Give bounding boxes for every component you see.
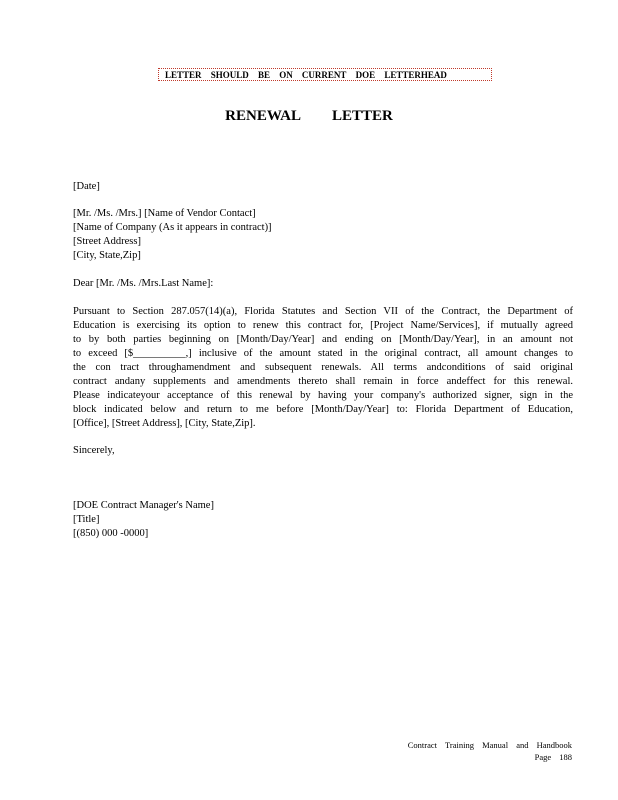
recipient-address [73, 207, 272, 263]
address-line: [Name of Company (As it appears in contract)] [73, 222, 272, 233]
salutation-text: Dear [Mr. /Ms. /Mrs.Last Name]: [73, 278, 214, 289]
footer-page-number: Page 188 [534, 752, 572, 762]
body-line: Please indicateyour acceptance of this renewal by having your company's authorized signer, sign in the [73, 390, 573, 401]
notice-word: BE [257, 69, 270, 80]
body-line: to exceed [$__________,] inclusive of the amount stated in the original contract, all amount changes to [73, 348, 573, 359]
notice-word: DOE [355, 69, 376, 80]
page-footer [408, 739, 572, 763]
address-line: [Street Address] [73, 236, 141, 247]
signature-line: [Title] [73, 514, 100, 525]
body-line: Education is exercising its option to renew this contract for, [Project Name/Services], if mutually agreed [73, 320, 573, 331]
footer-handbook-title: Contract Training Manual and Handbook [407, 740, 572, 750]
body-paragraph [73, 305, 573, 431]
closing-text: Sincerely, [73, 445, 115, 456]
salutation [73, 277, 213, 291]
letterhead-notice [158, 68, 492, 81]
notice-word: CURRENT [301, 69, 347, 80]
date-line [73, 180, 100, 194]
signature-line: [DOE Contract Manager's Name] [73, 500, 214, 511]
address-line: [Mr. /Ms. /Mrs.] [Name of Vendor Contact] [73, 208, 256, 219]
address-line: [City, State,Zip] [73, 250, 141, 261]
body-line: Pursuant to Section 287.057(14)(a), Florida Statutes and Section VII of the Contract, the Department of [73, 306, 573, 317]
signature-line: [(850) 000 -0000] [73, 528, 149, 539]
notice-word: SHOULD [210, 69, 249, 80]
date-text: [Date] [73, 181, 100, 192]
letter-title: RENEWAL LETTER [225, 108, 393, 124]
body-line: the con tract throughamendment and subsequent renewals. All terms andconditions of said original [73, 362, 573, 373]
notice-word: LETTER [165, 69, 202, 80]
body-line: block indicated below and return to me before [Month/Day/Year] to: Florida Department of Education, [73, 404, 573, 415]
body-line: to by both parties beginning on [Month/Day/Year] and ending on [Month/Day/Year], in an amount not [73, 334, 573, 345]
closing [73, 444, 115, 458]
signature-block [73, 499, 214, 541]
notice-word: ON [279, 69, 293, 80]
notice-word: LETTERHEAD [384, 69, 447, 80]
body-line: contract andany supplements and amendments thereto shall remain in force andeffect for this renewal. [73, 376, 573, 387]
body-line: [Office], [Street Address], [City, State,Zip]. [73, 418, 256, 429]
